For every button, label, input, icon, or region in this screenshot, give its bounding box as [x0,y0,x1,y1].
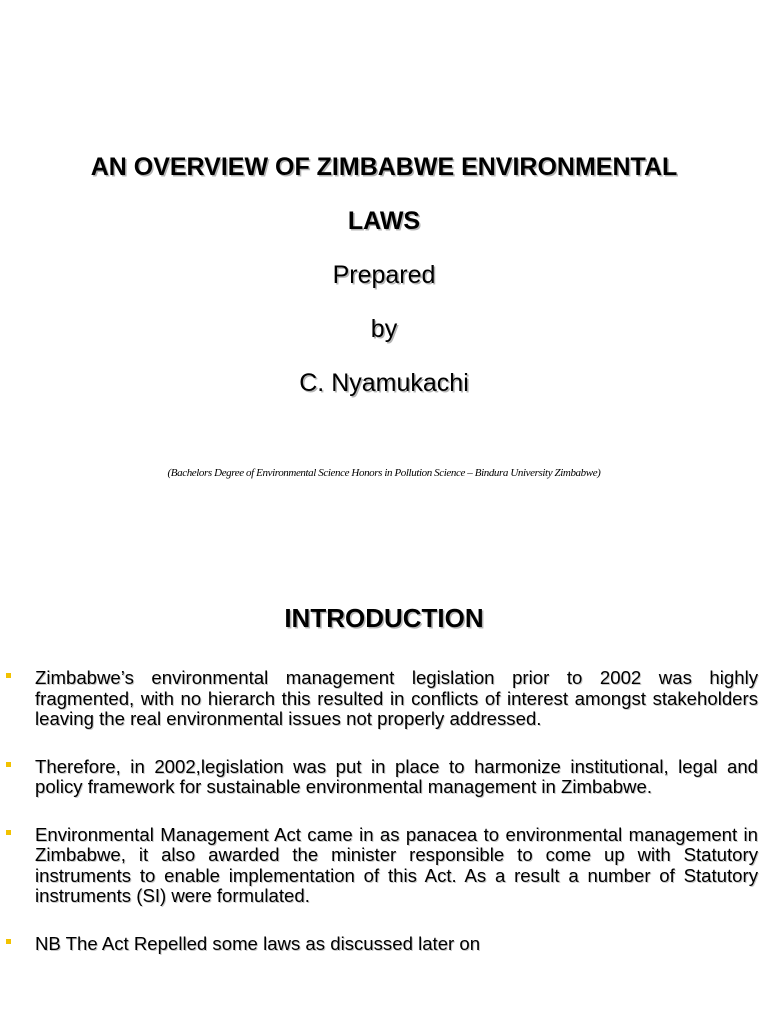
document-title-line-1: AN OVERVIEW OF ZIMBABWE ENVIRONMENTAL [90,153,678,181]
title-block [0,140,768,410]
bullet-text: Environmental Management Act came in as panacea to environmental management in Zimbabwe, it also awarded the minister responsible to come up with Statutory instruments to enable implementation of this Act. As a result a number of Statutory instruments (SI) were formulated. [35,823,758,906]
list-item [0,757,768,798]
introduction-heading: INTRODUCTION [284,603,484,633]
list-item [0,668,768,730]
bullet-text: NB The Act Repelled some laws as discussed later on [35,932,481,954]
by-label: by [370,315,398,343]
degree-note: (Bachelors Degree of Environmental Science Honors in Pollution Science – Bindura University Zimbabwe) [167,467,601,479]
square-bullet-icon [6,830,11,835]
square-bullet-icon [6,939,11,944]
list-item [0,825,768,907]
document-title-line-2: LAWS [347,207,421,235]
prepared-label: Prepared [332,261,436,289]
bullet-text: Zimbabwe’s environmental management legislation prior to 2002 was highly fragmented, with no hierarch this resulted in conflicts of interest amongst stakeholders leaving the real environmental issues not properly addressed. [35,667,758,729]
author-name: C. Nyamukachi [299,369,469,397]
introduction-bullet-list [0,668,768,981]
square-bullet-icon [6,673,11,678]
list-item [0,934,768,955]
square-bullet-icon [6,762,11,767]
bullet-text: Therefore, in 2002,legislation was put in place to harmonize institutional, legal and policy framework for sustainable environmental management in Zimbabwe. [35,755,758,797]
